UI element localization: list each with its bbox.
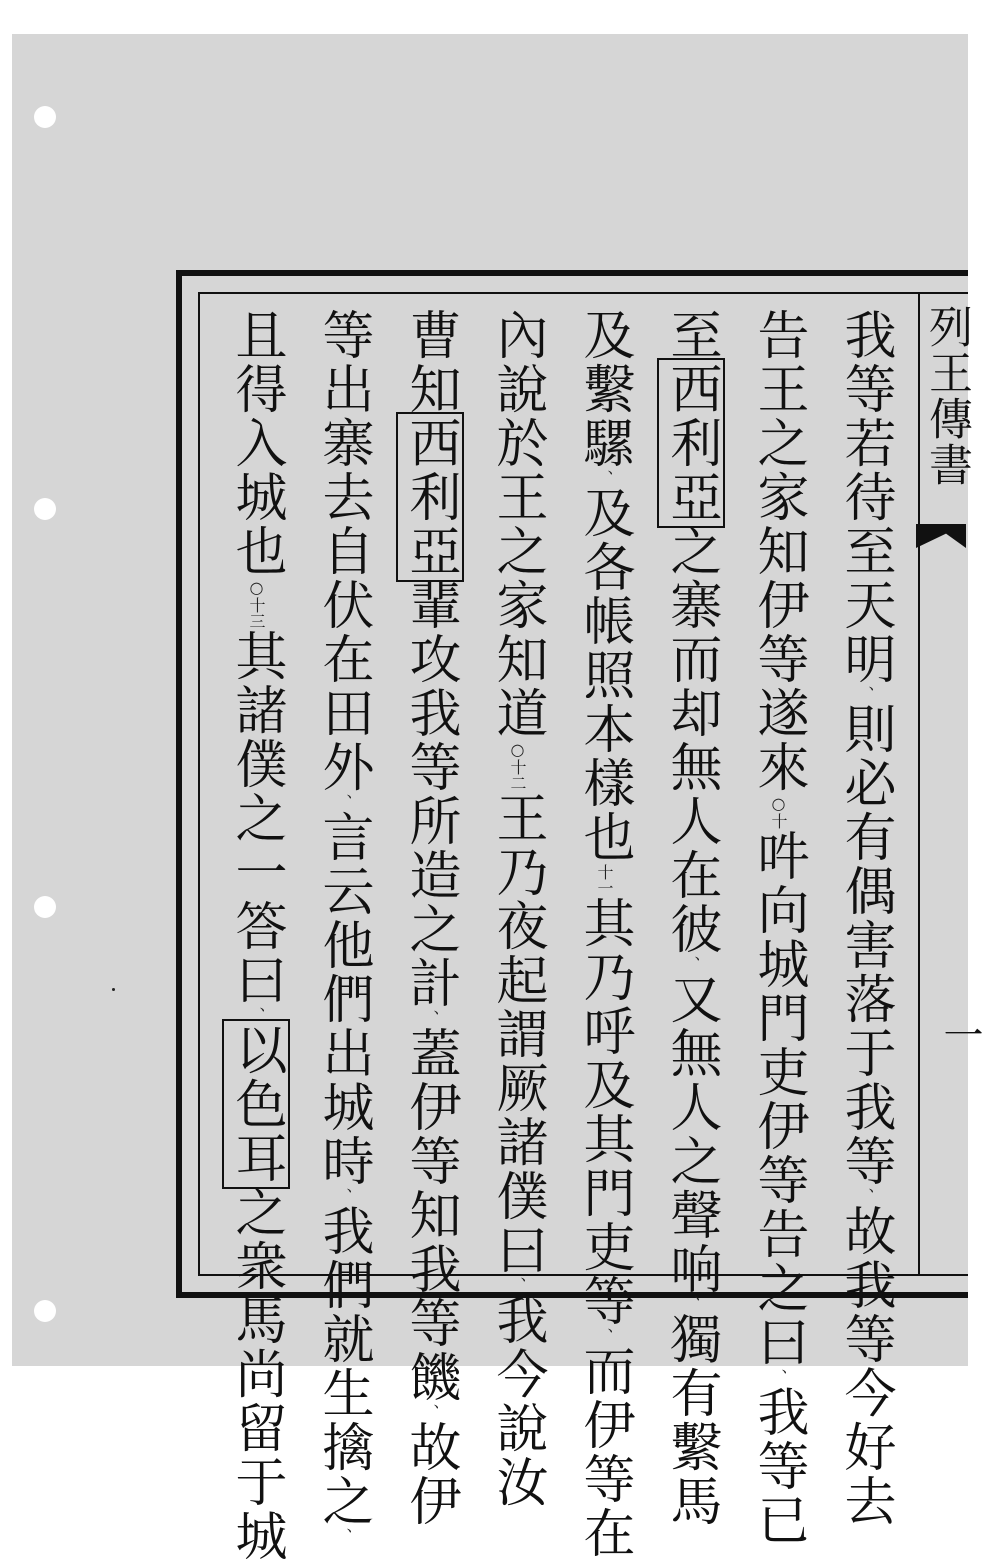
text-run: 等出寨去自伏在田外 bbox=[313, 308, 373, 794]
text-column-6 bbox=[393, 308, 467, 1528]
punctuation-mark: ○十 bbox=[769, 794, 788, 829]
punctuation-mark: 、 bbox=[421, 1404, 440, 1420]
leaf-number: 一 bbox=[937, 1014, 983, 1054]
punctuation-mark: 、 bbox=[595, 470, 614, 486]
binder-hole-4 bbox=[34, 1300, 56, 1322]
text-run: 之寨而却無人在彼 bbox=[661, 524, 721, 956]
proper-name-box: 西利亞 bbox=[661, 362, 721, 524]
text-block bbox=[176, 270, 983, 1563]
text-run: 輩攻我等所造之計 bbox=[400, 578, 460, 1010]
text-run: 蓋伊等知我等饑 bbox=[400, 1026, 460, 1404]
margin-strip bbox=[922, 294, 992, 1274]
binder-hole-3 bbox=[34, 896, 56, 918]
binder-hole-2 bbox=[34, 498, 56, 520]
text-run: 曹知 bbox=[400, 308, 460, 416]
text-column-2 bbox=[741, 308, 815, 1547]
text-run: 我今說汝 bbox=[487, 1293, 547, 1509]
punctuation-mark: 、 bbox=[856, 686, 875, 702]
text-column-5 bbox=[480, 308, 554, 1509]
text-run: 及繫騾 bbox=[574, 308, 634, 470]
punctuation-mark: 、 bbox=[682, 956, 701, 972]
punctuation-mark: 、 bbox=[334, 1188, 353, 1204]
text-run: 王乃夜起謂厥諸僕曰 bbox=[487, 791, 547, 1277]
text-run: 我們就生擒之 bbox=[313, 1204, 373, 1528]
text-run: 至 bbox=[661, 308, 721, 362]
paper-speck bbox=[112, 988, 115, 991]
inner-frame bbox=[198, 292, 983, 1563]
punctuation-mark: ○十二 bbox=[508, 740, 527, 791]
punctuation-mark: ○十三 bbox=[247, 578, 266, 629]
binder-hole-1 bbox=[34, 106, 56, 128]
text-run: 故伊 bbox=[400, 1420, 460, 1528]
text-column-7 bbox=[306, 308, 380, 1544]
text-run: 則必有偶害落于我等 bbox=[835, 702, 895, 1188]
text-run: 而伊等在 bbox=[574, 1344, 634, 1560]
text-column-3 bbox=[654, 308, 728, 1528]
punctuation-mark: 十一 bbox=[595, 864, 614, 896]
text-run: 告王之家知伊等遂來 bbox=[748, 308, 808, 794]
punctuation-mark: 、 bbox=[247, 1007, 266, 1023]
text-run: 又無人之聲响 bbox=[661, 972, 721, 1296]
text-run: 我等已 bbox=[748, 1385, 808, 1547]
punctuation-mark: 、 bbox=[856, 1188, 875, 1204]
punctuation-mark: 、 bbox=[508, 1277, 527, 1293]
punctuation-mark: 、 bbox=[769, 1369, 788, 1385]
text-column-8 bbox=[219, 308, 293, 1563]
text-column-4 bbox=[567, 308, 641, 1560]
text-run: 且得入城也 bbox=[226, 308, 286, 578]
proper-name-box: 西利亞 bbox=[400, 416, 460, 578]
text-run: 其諸僕之一答曰 bbox=[226, 629, 286, 1007]
fish-tail-ornament bbox=[916, 524, 966, 548]
text-run: 言云他們出城時 bbox=[313, 810, 373, 1188]
punctuation-mark: 、 bbox=[421, 1010, 440, 1026]
proper-name-box: 以色耳 bbox=[226, 1023, 286, 1185]
margin-separator bbox=[918, 294, 920, 1274]
text-run: 我等若待至天明 bbox=[835, 308, 895, 686]
text-run: 故我等今好去 bbox=[835, 1204, 895, 1528]
punctuation-mark: 、 bbox=[595, 1328, 614, 1344]
book-title: 列王傳書 bbox=[921, 304, 972, 488]
punctuation-mark: 、 bbox=[334, 794, 353, 810]
text-run: 吽向城門吏伊等告之曰 bbox=[748, 829, 808, 1369]
text-run: 內說於王之家知道 bbox=[487, 308, 547, 740]
text-column-1 bbox=[828, 308, 902, 1528]
text-run: 之衆馬尚留于城 bbox=[226, 1185, 286, 1563]
text-run: 其乃呼及其門吏等 bbox=[574, 896, 634, 1328]
punctuation-mark: 、 bbox=[334, 1528, 353, 1544]
text-run: 及各帳照本樣也 bbox=[574, 486, 634, 864]
punctuation-mark: 、 bbox=[682, 1296, 701, 1312]
text-run: 獨有繫馬 bbox=[661, 1312, 721, 1528]
